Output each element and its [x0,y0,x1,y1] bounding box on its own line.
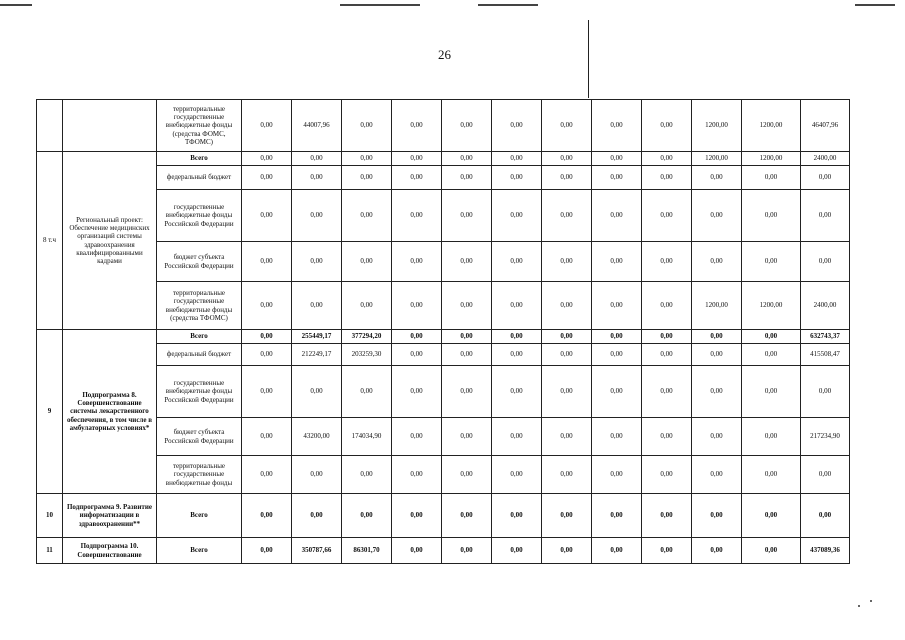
value-cell: 0,00 [592,242,642,282]
value-total-cell: 0,00 [801,190,850,242]
value-cell: 0,00 [592,282,642,330]
row-number: 9 [37,330,63,494]
value-cell: 0,00 [492,366,542,418]
value-cell: 0,00 [342,166,392,190]
value-cell: 0,00 [242,344,292,366]
value-cell: 0,00 [442,282,492,330]
value-total-cell: 0,00 [801,166,850,190]
value-cell: 0,00 [442,494,492,538]
value-cell: 0,00 [542,344,592,366]
value-cell: 0,00 [242,418,292,456]
value-cell: 0,00 [392,456,442,494]
value-cell: 0,00 [692,456,742,494]
value-cell: 0,00 [592,100,642,152]
value-cell: 350787,66 [292,538,342,564]
value-cell: 0,00 [342,366,392,418]
value-cell: 0,00 [242,190,292,242]
value-cell: 0,00 [742,242,801,282]
value-cell: 0,00 [242,494,292,538]
value-cell: 0,00 [342,494,392,538]
value-cell: 0,00 [692,538,742,564]
value-cell: 0,00 [392,344,442,366]
value-cell: 0,00 [642,494,692,538]
table-row [37,366,850,418]
table-row [37,152,850,166]
value-cell: 0,00 [692,190,742,242]
scan-dot [870,600,872,602]
funding-source: Всего [157,494,242,538]
value-cell: 0,00 [742,166,801,190]
value-cell: 0,00 [542,152,592,166]
value-cell: 0,00 [742,190,801,242]
value-cell: 0,00 [742,418,801,456]
table-row [37,418,850,456]
value-cell: 0,00 [292,494,342,538]
value-cell: 0,00 [642,344,692,366]
value-cell: 0,00 [292,166,342,190]
value-cell: 0,00 [442,418,492,456]
value-cell: 0,00 [642,456,692,494]
table-row [37,242,850,282]
value-cell: 0,00 [492,100,542,152]
funding-source: Всего [157,538,242,564]
value-cell: 0,00 [492,242,542,282]
value-cell: 0,00 [392,190,442,242]
value-cell: 0,00 [292,242,342,282]
value-cell: 0,00 [642,152,692,166]
value-cell: 0,00 [592,538,642,564]
scan-mark [478,4,538,6]
table-row [37,344,850,366]
funding-source: государственные внебюджетные фонды Российской Федерации [157,366,242,418]
value-cell: 0,00 [642,538,692,564]
funding-source: федеральный бюджет [157,344,242,366]
value-cell: 0,00 [392,538,442,564]
value-cell: 0,00 [442,538,492,564]
value-cell: 0,00 [492,494,542,538]
value-cell: 0,00 [442,344,492,366]
program-name: Подпрограмма 9. Развитие информатизации в здравоохранении** [63,494,157,538]
funding-source: территориальные государственные внебюджетные фонды (средства ФОМС, ТФОМС) [157,100,242,152]
budget-table [36,99,850,564]
value-cell: 0,00 [742,538,801,564]
value-cell: 0,00 [542,242,592,282]
value-total-cell: 46407,96 [801,100,850,152]
value-cell: 0,00 [592,494,642,538]
value-cell: 203259,30 [342,344,392,366]
value-total-cell: 632743,37 [801,330,850,344]
value-cell: 0,00 [392,152,442,166]
value-cell: 1200,00 [692,100,742,152]
value-cell: 0,00 [492,152,542,166]
value-cell: 0,00 [692,242,742,282]
value-cell: 0,00 [742,330,801,344]
value-cell: 0,00 [692,494,742,538]
value-cell: 0,00 [592,456,642,494]
table-row [37,166,850,190]
value-total-cell: 0,00 [801,456,850,494]
value-cell: 0,00 [242,366,292,418]
value-cell: 0,00 [392,100,442,152]
value-cell: 0,00 [292,456,342,494]
scan-mark [340,4,420,6]
funding-source: территориальные государственные внебюджетные фонды [157,456,242,494]
value-cell: 0,00 [492,166,542,190]
value-cell: 0,00 [442,456,492,494]
value-cell: 0,00 [392,366,442,418]
value-cell: 0,00 [592,344,642,366]
value-cell: 0,00 [442,366,492,418]
value-cell: 377294,20 [342,330,392,344]
value-total-cell: 437089,36 [801,538,850,564]
value-cell: 0,00 [442,166,492,190]
program-name [63,100,157,152]
value-cell: 0,00 [442,242,492,282]
value-cell: 0,00 [692,418,742,456]
table-row [37,494,850,538]
value-cell: 0,00 [242,100,292,152]
value-cell: 0,00 [242,152,292,166]
value-total-cell: 415508,47 [801,344,850,366]
value-cell: 0,00 [292,282,342,330]
value-cell: 0,00 [242,456,292,494]
value-cell: 0,00 [392,494,442,538]
value-cell: 0,00 [692,344,742,366]
value-cell: 0,00 [292,190,342,242]
value-cell: 0,00 [642,330,692,344]
value-cell: 0,00 [542,456,592,494]
row-number: 10 [37,494,63,538]
value-cell: 0,00 [392,166,442,190]
value-total-cell: 0,00 [801,242,850,282]
value-cell: 0,00 [742,494,801,538]
value-cell: 0,00 [342,282,392,330]
value-total-cell: 217234,90 [801,418,850,456]
value-cell: 0,00 [592,330,642,344]
value-cell: 0,00 [592,152,642,166]
table-body [37,100,850,564]
value-cell: 0,00 [642,166,692,190]
page-number: 26 [438,47,451,62]
table-row [37,456,850,494]
value-cell: 0,00 [692,366,742,418]
value-cell: 0,00 [542,494,592,538]
funding-source: Всего [157,330,242,344]
value-cell: 0,00 [242,242,292,282]
value-cell: 0,00 [342,242,392,282]
program-name: Региональный проект: Обеспечение медицинских организаций системы здравоохранения квалифицированными кадрами [63,152,157,330]
value-cell: 174034,90 [342,418,392,456]
funding-source: федеральный бюджет [157,166,242,190]
value-cell: 0,00 [442,330,492,344]
funding-source: государственные внебюджетные фонды Российской Федерации [157,190,242,242]
value-cell: 0,00 [492,330,542,344]
value-cell: 0,00 [442,190,492,242]
value-cell: 0,00 [492,344,542,366]
scan-mark [855,4,895,6]
value-cell: 0,00 [542,538,592,564]
value-cell: 0,00 [592,166,642,190]
value-cell: 43200,00 [292,418,342,456]
value-cell: 0,00 [392,282,442,330]
value-cell: 0,00 [342,152,392,166]
row-number: 11 [37,538,63,564]
value-cell: 0,00 [542,190,592,242]
value-cell: 0,00 [242,538,292,564]
value-cell: 0,00 [592,366,642,418]
value-cell: 0,00 [342,456,392,494]
value-cell: 0,00 [542,166,592,190]
value-cell: 0,00 [742,344,801,366]
value-total-cell: 2400,00 [801,152,850,166]
value-cell: 0,00 [292,366,342,418]
value-cell: 0,00 [642,242,692,282]
funding-source: Всего [157,152,242,166]
value-cell: 0,00 [242,166,292,190]
value-cell: 44007,96 [292,100,342,152]
value-cell: 0,00 [242,282,292,330]
table-row [37,330,850,344]
value-cell: 0,00 [542,100,592,152]
value-cell: 0,00 [442,100,492,152]
value-cell: 0,00 [742,456,801,494]
value-cell: 0,00 [342,100,392,152]
value-cell: 0,00 [492,418,542,456]
value-cell: 0,00 [342,190,392,242]
margin-line [588,20,589,98]
value-cell: 0,00 [592,418,642,456]
value-cell: 0,00 [492,282,542,330]
value-cell: 0,00 [242,330,292,344]
program-name: Подпрограмма 8. Совершенствование системы лекарственного обеспечения, в том числе в амбулаторных условиях* [63,330,157,494]
value-cell: 0,00 [392,330,442,344]
value-cell: 0,00 [692,330,742,344]
value-cell: 0,00 [592,190,642,242]
funding-source: бюджет субъекта Российской Федерации [157,242,242,282]
value-cell: 0,00 [742,366,801,418]
value-cell: 0,00 [492,456,542,494]
scan-mark [0,4,32,6]
value-cell: 0,00 [542,330,592,344]
value-cell: 1200,00 [692,282,742,330]
value-cell: 0,00 [542,282,592,330]
value-cell: 0,00 [442,152,492,166]
value-cell: 0,00 [642,282,692,330]
value-cell: 0,00 [542,418,592,456]
value-total-cell: 2400,00 [801,282,850,330]
funding-source: территориальные государственные внебюджетные фонды (средства ТФОМС) [157,282,242,330]
program-name: Подпрограмма 10. Совершенствование [63,538,157,564]
value-cell: 212249,17 [292,344,342,366]
table-row [37,190,850,242]
value-cell: 1200,00 [742,100,801,152]
value-cell: 0,00 [642,366,692,418]
value-cell: 86301,70 [342,538,392,564]
value-cell: 0,00 [292,152,342,166]
value-cell: 0,00 [392,418,442,456]
value-cell: 1200,00 [742,152,801,166]
value-cell: 1200,00 [742,282,801,330]
funding-source: бюджет субъекта Российской Федерации [157,418,242,456]
value-total-cell: 0,00 [801,494,850,538]
table-row [37,538,850,564]
row-number [37,100,63,152]
value-cell: 0,00 [642,100,692,152]
table-row [37,282,850,330]
value-cell: 0,00 [642,190,692,242]
value-cell: 0,00 [642,418,692,456]
row-number: 8 т.ч [37,152,63,330]
value-cell: 255449,17 [292,330,342,344]
value-cell: 0,00 [692,166,742,190]
value-total-cell: 0,00 [801,366,850,418]
table-row [37,100,850,152]
scan-dot [858,605,860,607]
value-cell: 0,00 [392,242,442,282]
value-cell: 1200,00 [692,152,742,166]
value-cell: 0,00 [492,190,542,242]
value-cell: 0,00 [492,538,542,564]
value-cell: 0,00 [542,366,592,418]
